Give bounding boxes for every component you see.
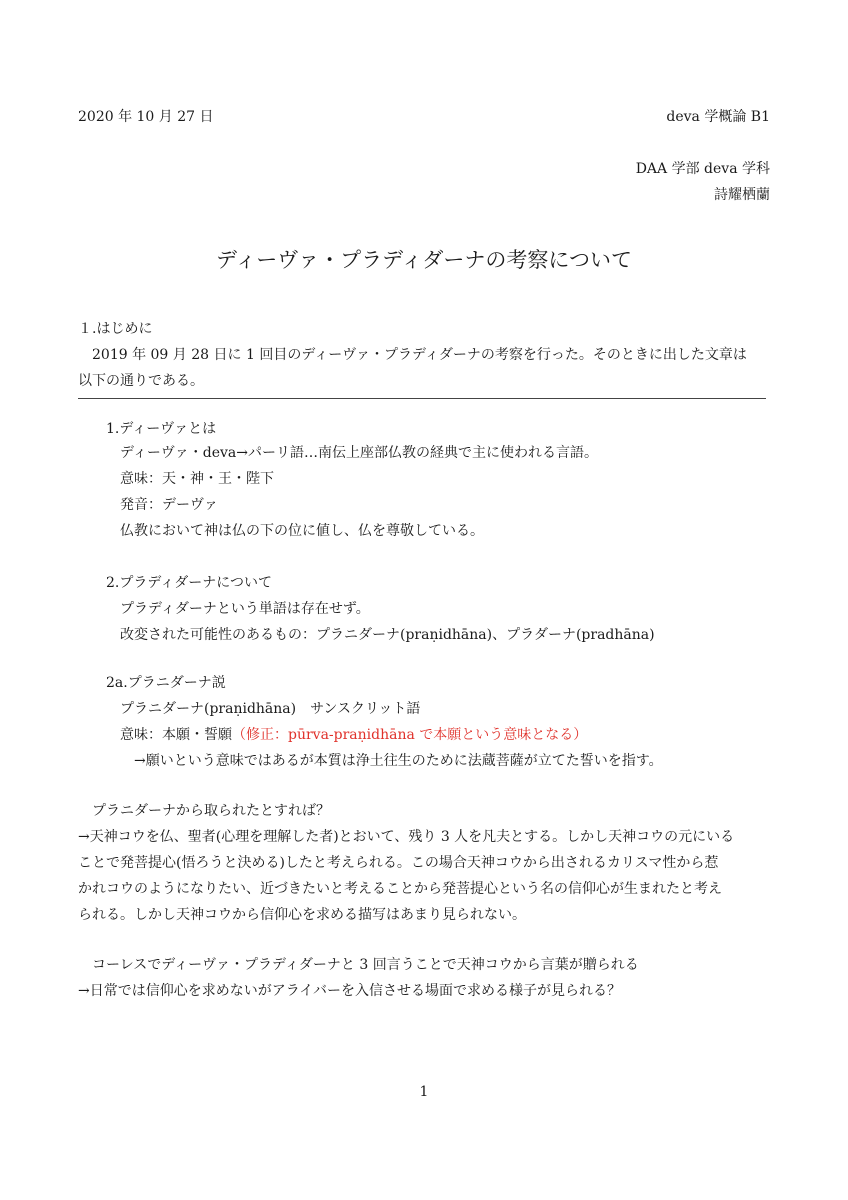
- section2-heading: 2.プラディダーナについて: [106, 575, 272, 591]
- document-title: ディーヴァ・プラディダーナの考察について: [215, 248, 632, 272]
- intro-heading: １.はじめに: [78, 321, 153, 337]
- para2-line-2: →日常では信仰心を求めないがアライバーを入信させる場面で求める様子が見られる？: [78, 983, 622, 999]
- section2a-line-3: →願いという意味ではあるが本質は浄土往生のために法蔵菩薩が立てた誓いを指す。: [134, 753, 663, 769]
- para1-line: →天神コウを仏、聖者(心理を理解した者)とおいて、残り 3 人を凡夫とする。しかし天神コウの元にいる: [78, 829, 735, 845]
- author-name: 詩耀栖蘭: [714, 187, 770, 203]
- para1-line: られる。しかし天神コウから信仰心を求める描写はあまり見られない。: [78, 907, 526, 923]
- course-name: deva 学概論 B1: [666, 109, 770, 125]
- intro-line-1: 2019 年 09 月 28 日に 1 回目のディーヴァ・プラディダーナの考察を行った。そのときに出した文章は: [92, 347, 747, 363]
- section1-line: 仏教において神は仏の下の位に値し、仏を尊敬している。: [120, 523, 484, 539]
- page-number: 1: [419, 1084, 429, 1100]
- para1-heading: プラニダーナから取られたとすれば？: [92, 803, 330, 819]
- section2a-meaning: 意味：本願・誓願: [120, 727, 232, 743]
- para1-line: かれコウのようになりたい、近づきたいと考えることから発菩提心という名の信仰心が生まれたと考え: [78, 881, 722, 897]
- section1-line: 発音：デーヴァ: [120, 497, 218, 513]
- document-date: 2020 年 10 月 27 日: [78, 109, 214, 125]
- para2-line-1: コーレスでディーヴァ・プラディダーナと 3 回言うことで天神コウから言葉が贈られる: [92, 957, 639, 973]
- intro-line-2: 以下の通りである。: [78, 373, 204, 389]
- section1-line: 意味：天・神・王・陛下: [120, 471, 274, 487]
- para1-line: ことで発菩提心(悟ろうと決める)したと考えられる。この場合天神コウから出されるカリスマ性から惹: [78, 855, 719, 871]
- section2a-heading: 2a.プラニダーナ説: [106, 675, 226, 691]
- section-divider: [78, 398, 766, 399]
- section2a-line-1: プラニダーナ(praṇidhāna) サンスクリット語: [120, 701, 421, 717]
- section2-line: プラディダーナという単語は存在せず。: [120, 601, 370, 617]
- correction-note: （修正：pūrva-praṇidhāna で本願という意味となる）: [232, 727, 588, 743]
- section2a-meaning-line: [120, 724, 587, 744]
- section2-line: 改変された可能性のあるもの：プラニダーナ(praṇidhāna)、プラダーナ(pradhāna): [120, 627, 655, 643]
- section1-line: ディーヴァ・deva→パーリ語…南伝上座部仏教の経典で主に使われる言語。: [120, 445, 598, 461]
- author-department: DAA 学部 deva 学科: [635, 161, 770, 177]
- section1-heading: 1.ディーヴァとは: [106, 421, 217, 437]
